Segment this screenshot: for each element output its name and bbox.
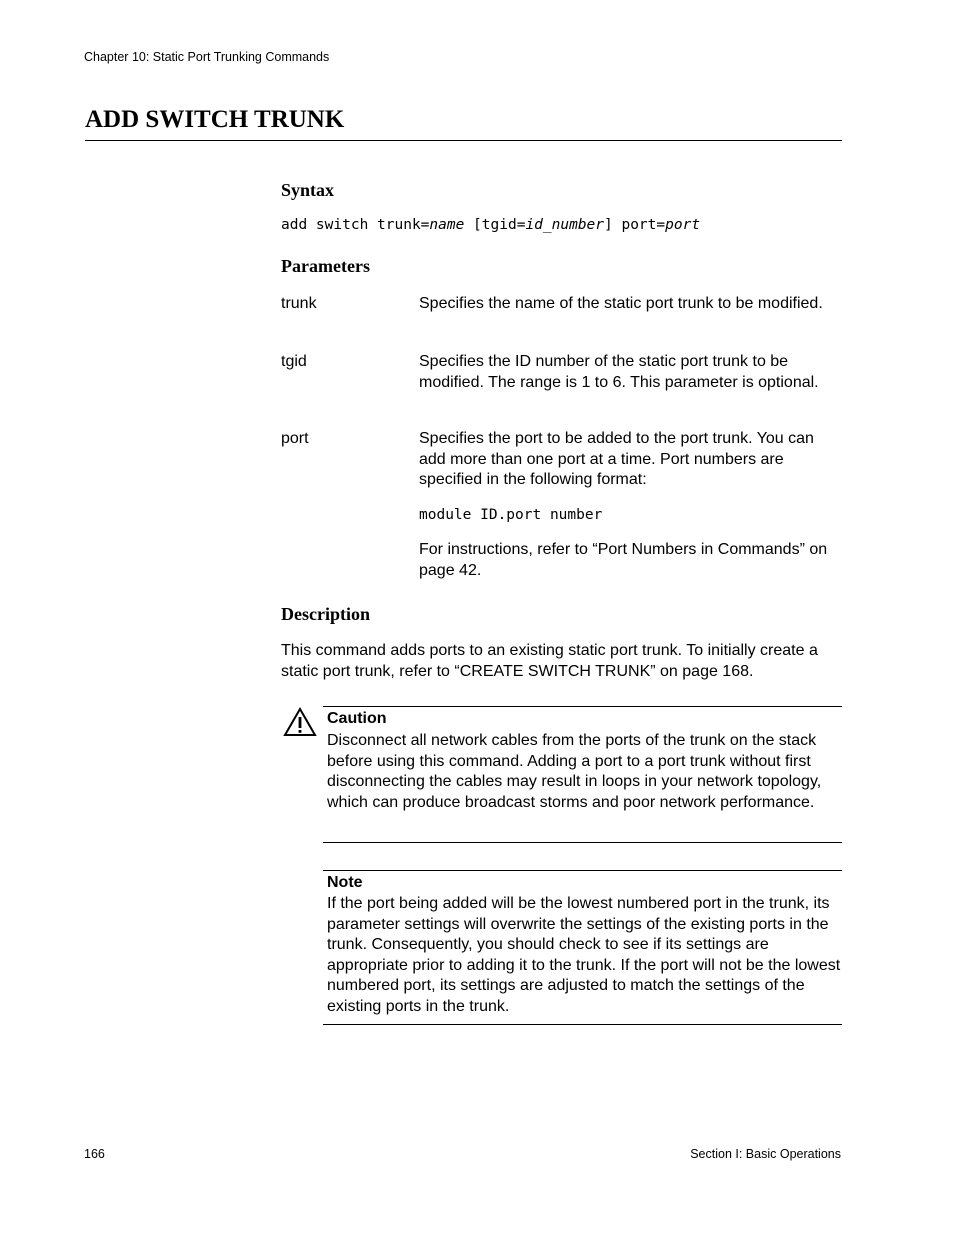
note-bottom-rule (323, 1024, 842, 1025)
caution-text: Disconnect all network cables from the ports of the trunk on the stack before using this command. Adding a port to a port trunk without first disconnecting the cables may result in loops in your network topology, which can produce broadcast storms and poor network performance. (327, 732, 822, 811)
param-desc-port: Specifies the port to be added to the port trunk. You can add more than one port at a time. Port numbers are specified in the following format: (419, 430, 814, 488)
page-number: 166 (84, 1147, 105, 1161)
port-reference: For instructions, refer to “Port Numbers in Commands” on page 42. (419, 541, 828, 579)
syntax-heading: Syntax (281, 180, 335, 200)
title-rule (85, 140, 842, 141)
param-name-port: port (281, 430, 309, 447)
param-name-tgid: tgid (281, 353, 307, 370)
page-title: ADD SWITCH TRUNK (85, 106, 345, 133)
parameters-heading: Parameters (281, 256, 370, 276)
description-heading: Description (281, 604, 370, 624)
footer-section: Section I: Basic Operations (690, 1147, 841, 1161)
syntax-command: add switch trunk=name [tgid=id_number] port=port (281, 217, 701, 233)
port-format: module ID.port number (419, 507, 603, 523)
param-desc-tgid: Specifies the ID number of the static port trunk to be modified. The range is 1 to 6. This parameter is optional. (419, 353, 819, 391)
warning-triangle-icon (283, 707, 317, 742)
param-desc-trunk: Specifies the name of the static port trunk to be modified. (419, 295, 823, 312)
caution-top-rule (323, 706, 842, 707)
caution-bottom-rule (323, 842, 842, 843)
description-text: This command adds ports to an existing static port trunk. To initially create a static port trunk, refer to “CREATE SWITCH TRUNK” on page 168. (281, 642, 818, 680)
note-text: If the port being added will be the lowest numbered port in the trunk, its parameter settings will overwrite the settings of the existing ports in the trunk. Consequently, you should check to see if its settings are appropriate prior to adding it to the trunk. If the port will not be the lowest numbered port, its settings are adjusted to match the settings of the existing ports in the trunk. (327, 895, 841, 1015)
running-header: Chapter 10: Static Port Trunking Commands (84, 50, 330, 64)
note-top-rule (323, 870, 842, 871)
note-title: Note (327, 874, 363, 891)
caution-title: Caution (327, 710, 387, 727)
param-name-trunk: trunk (281, 295, 317, 312)
